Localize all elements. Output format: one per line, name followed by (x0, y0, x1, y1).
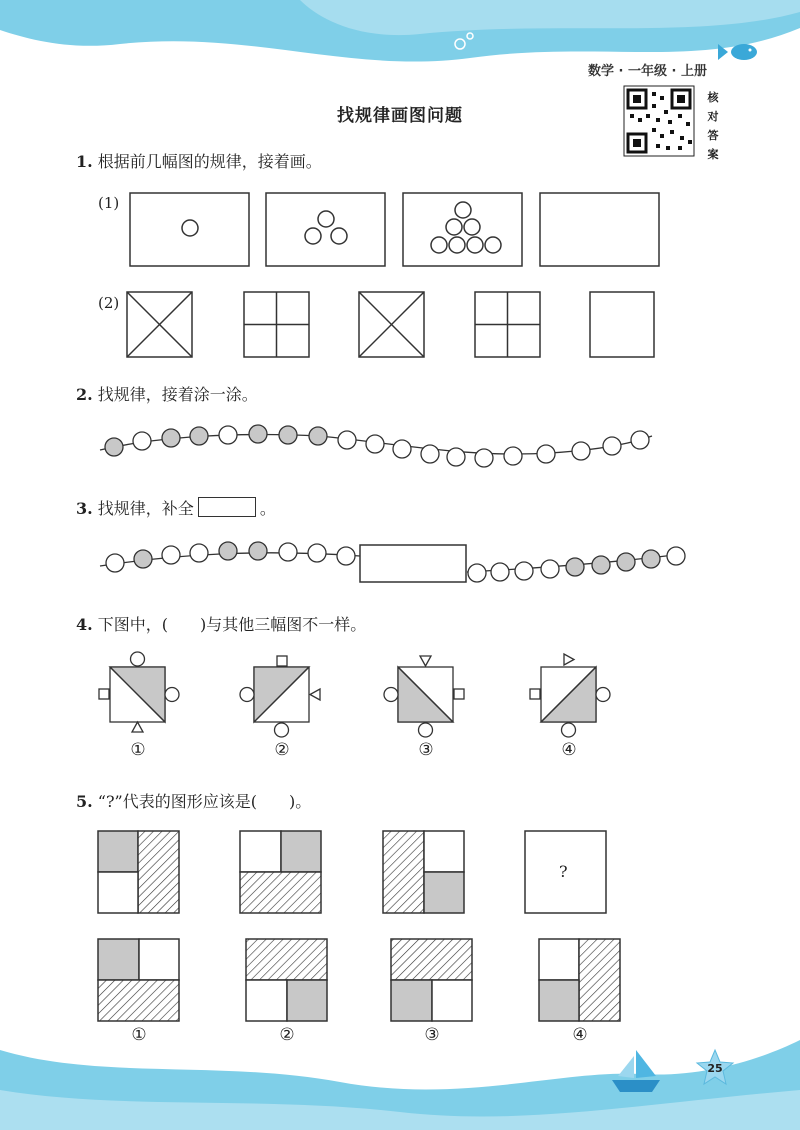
question-3-number: 3. (76, 499, 93, 518)
page-title: 找规律画图问题 (337, 106, 463, 126)
question-5-text: “?”代表的图形应该是( )。 (97, 792, 312, 811)
question-3 (76, 496, 276, 519)
q5-options (98, 939, 620, 1021)
q5-option-1: ① (131, 1025, 147, 1045)
q1-part2-answer-box[interactable] (590, 292, 654, 357)
question-5-number: 5. (76, 792, 93, 811)
question-2 (76, 382, 258, 405)
q1-part1-figures (130, 193, 659, 266)
page-number: 25 (707, 1062, 723, 1075)
q5-question-mark: ? (559, 862, 568, 881)
q4-option-2: ② (274, 740, 290, 760)
question-4 (76, 612, 366, 635)
question-2-text: 找规律，接着涂一涂。 (97, 385, 258, 404)
question-5 (76, 789, 311, 812)
question-3-text-before: 找规律，补全 (97, 499, 194, 518)
q1-part2-figures (127, 292, 654, 357)
q5-option-4: ④ (572, 1025, 588, 1045)
header-label: 数学 · 一年级 · 上册 (588, 64, 707, 79)
q4-option-3: ③ (418, 740, 434, 760)
question-3-text-after: 。 (259, 499, 276, 518)
question-1-text: 根据前几幅图的规律，接着画。 (97, 152, 322, 171)
qr-side-text: 核对答案 (707, 91, 719, 161)
q1-part1-answer-box[interactable] (540, 193, 659, 266)
question-4-number: 4. (76, 615, 93, 634)
question-4-text: 下图中，( )与其他三幅图不一样。 (97, 615, 367, 634)
question-1 (76, 149, 322, 172)
boat-icon (612, 1050, 660, 1092)
q2-bead-string (100, 425, 652, 467)
q4-figures (99, 652, 610, 737)
q5-option-2: ② (279, 1025, 295, 1045)
q3-answer-box[interactable] (360, 545, 466, 582)
q5-sequence (98, 831, 606, 913)
question-1-number: 1. (76, 152, 93, 171)
q1-part1-label: (1) (98, 194, 120, 212)
q4-option-4: ④ (561, 740, 577, 760)
q3-bead-string (100, 542, 685, 582)
q4-option-1: ① (130, 740, 146, 760)
question-2-number: 2. (76, 385, 93, 404)
q1-part2-label: (2) (98, 294, 120, 312)
question-3-inline-box (198, 497, 256, 517)
q5-option-3: ③ (424, 1025, 440, 1045)
